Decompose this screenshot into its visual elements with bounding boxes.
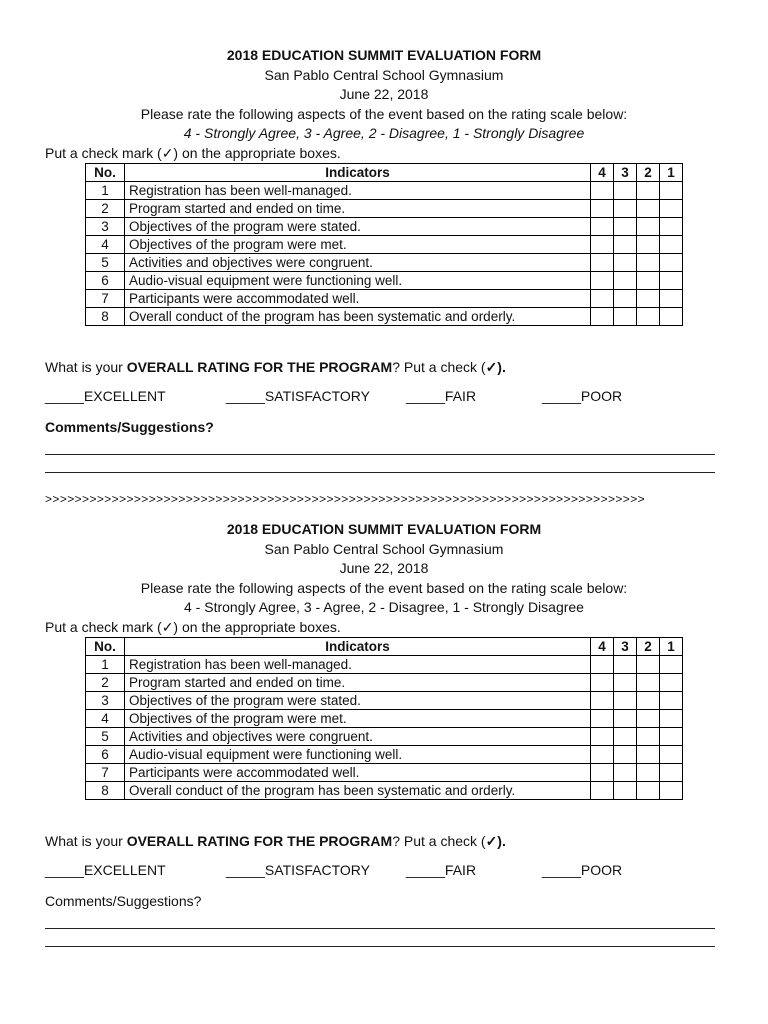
rating-cell-3[interactable] [614, 764, 637, 782]
indicator-text: Objectives of the program were met. [125, 236, 591, 254]
table-row [86, 674, 683, 692]
overall-rating-question [0, 358, 768, 377]
venue: San Pablo Central School Gymnasium [264, 540, 504, 557]
row-number: 4 [86, 236, 125, 254]
rating-cell-2[interactable] [637, 182, 660, 200]
rating-cell-2[interactable] [637, 308, 660, 326]
rating-cell-4[interactable] [591, 308, 614, 326]
rating-table [85, 637, 683, 800]
rating-cell-1[interactable] [660, 218, 683, 236]
rating-scale: 4 - Strongly Agree, 3 - Agree, 2 - Disagree, 1 - Strongly Disagree [183, 125, 585, 141]
table-row [86, 272, 683, 290]
question-suffix: ? Put a check ( [392, 359, 486, 375]
col-header-2: 2 [637, 638, 660, 656]
rating-cell-2[interactable] [637, 200, 660, 218]
option-satisfactory[interactable]: _____SATISFACTORY [226, 388, 370, 404]
rating-cell-1[interactable] [660, 674, 683, 692]
overall-rating-question [0, 832, 768, 851]
option-fair[interactable]: _____FAIR [406, 388, 477, 404]
indicator-text: Overall conduct of the program has been systematic and orderly. [125, 782, 591, 800]
rating-cell-2[interactable] [637, 290, 660, 308]
rating-cell-4[interactable] [591, 656, 614, 674]
rating-cell-2[interactable] [637, 656, 660, 674]
rating-cell-4[interactable] [591, 764, 614, 782]
option-poor[interactable]: _____POOR [542, 862, 623, 878]
rating-cell-3[interactable] [614, 200, 637, 218]
rating-table [85, 163, 683, 326]
table-row [86, 254, 683, 272]
row-number: 3 [86, 692, 125, 710]
check-instruction: Put a check mark (✓) on the appropriate boxes. [45, 618, 341, 635]
question-emphasis: OVERALL RATING FOR THE PROGRAM [126, 359, 393, 375]
comment-line[interactable] [45, 911, 715, 929]
row-number: 8 [86, 782, 125, 800]
col-header-4: 4 [591, 164, 614, 182]
indicator-text: Activities and objectives were congruent. [125, 254, 591, 272]
col-header-1: 1 [660, 164, 683, 182]
rating-cell-1[interactable] [660, 236, 683, 254]
table-row [86, 290, 683, 308]
rating-cell-4[interactable] [591, 692, 614, 710]
col-header-2: 2 [637, 164, 660, 182]
form-title: 2018 EDUCATION SUMMIT EVALUATION FORM [226, 47, 542, 63]
row-number: 6 [86, 746, 125, 764]
indicator-text: Participants were accommodated well. [125, 764, 591, 782]
rating-cell-4[interactable] [591, 200, 614, 218]
rating-cell-2[interactable] [637, 272, 660, 290]
rating-cell-2[interactable] [637, 728, 660, 746]
comments-label: Comments/Suggestions? [45, 893, 202, 909]
rating-cell-3[interactable] [614, 308, 637, 326]
rating-cell-3[interactable] [614, 656, 637, 674]
table-row [86, 218, 683, 236]
table-row [86, 656, 683, 674]
question-emphasis: OVERALL RATING FOR THE PROGRAM [126, 833, 393, 849]
row-number: 2 [86, 674, 125, 692]
overall-rating-options [0, 862, 768, 884]
row-number: 2 [86, 200, 125, 218]
table-row [86, 746, 683, 764]
row-number: 1 [86, 182, 125, 200]
table-row [86, 182, 683, 200]
indicator-text: Overall conduct of the program has been systematic and orderly. [125, 308, 591, 326]
rating-cell-4[interactable] [591, 254, 614, 272]
col-header-no: No. [86, 164, 125, 182]
rating-cell-3[interactable] [614, 272, 637, 290]
option-poor[interactable]: _____POOR [542, 388, 623, 404]
row-number: 7 [86, 764, 125, 782]
rating-cell-2[interactable] [637, 674, 660, 692]
indicator-text: Participants were accommodated well. [125, 290, 591, 308]
table-row [86, 728, 683, 746]
evaluation-form-1 [0, 46, 768, 473]
rating-cell-4[interactable] [591, 218, 614, 236]
question-prefix: What is your [45, 833, 127, 849]
col-header-indicators: Indicators [125, 638, 591, 656]
rating-cell-4[interactable] [591, 782, 614, 800]
rate-instruction: Please rate the following aspects of the event based on the rating scale below: [140, 105, 628, 122]
rating-cell-2[interactable] [637, 692, 660, 710]
rating-cell-4[interactable] [591, 728, 614, 746]
indicator-text: Activities and objectives were congruent. [125, 728, 591, 746]
row-number: 3 [86, 218, 125, 236]
rating-cell-1[interactable] [660, 746, 683, 764]
rating-cell-1[interactable] [660, 254, 683, 272]
rating-cell-2[interactable] [637, 218, 660, 236]
rating-cell-4[interactable] [591, 710, 614, 728]
rating-cell-1[interactable] [660, 692, 683, 710]
table-row [86, 782, 683, 800]
event-date: June 22, 2018 [339, 86, 429, 102]
rating-cell-1[interactable] [660, 290, 683, 308]
table-row [86, 200, 683, 218]
rating-cell-3[interactable] [614, 782, 637, 800]
row-number: 5 [86, 728, 125, 746]
row-number: 4 [86, 710, 125, 728]
rating-cell-2[interactable] [637, 254, 660, 272]
comments-label: Comments/Suggestions? [45, 419, 214, 435]
comment-line[interactable] [45, 929, 715, 947]
table-row [86, 308, 683, 326]
check-mark-icon: ✓). [485, 359, 506, 375]
form-title: 2018 EDUCATION SUMMIT EVALUATION FORM [226, 521, 542, 537]
evaluation-form-2 [0, 520, 768, 947]
table-row [86, 236, 683, 254]
rating-cell-4[interactable] [591, 272, 614, 290]
table-row [86, 692, 683, 710]
rating-cell-3[interactable] [614, 692, 637, 710]
comment-line[interactable] [45, 455, 715, 473]
rating-cell-3[interactable] [614, 290, 637, 308]
check-instruction: Put a check mark (✓) on the appropriate boxes. [45, 144, 341, 161]
indicator-text: Audio-visual equipment were functioning well. [125, 746, 591, 764]
indicator-text: Program started and ended on time. [125, 674, 591, 692]
rating-cell-3[interactable] [614, 674, 637, 692]
table-header-row [86, 164, 683, 182]
table-header-row [86, 638, 683, 656]
rating-cell-1[interactable] [660, 782, 683, 800]
indicator-text: Program started and ended on time. [125, 200, 591, 218]
row-number: 7 [86, 290, 125, 308]
col-header-no: No. [86, 638, 125, 656]
rating-scale: 4 - Strongly Agree, 3 - Agree, 2 - Disagree, 1 - Strongly Disagree [184, 599, 584, 615]
col-header-4: 4 [591, 638, 614, 656]
indicator-text: Objectives of the program were met. [125, 710, 591, 728]
indicator-text: Registration has been well-managed. [125, 656, 591, 674]
rating-cell-3[interactable] [614, 254, 637, 272]
indicator-text: Objectives of the program were stated. [125, 218, 591, 236]
rating-cell-4[interactable] [591, 182, 614, 200]
col-header-1: 1 [660, 638, 683, 656]
indicator-text: Registration has been well-managed. [125, 182, 591, 200]
question-prefix: What is your [45, 359, 127, 375]
table-row [86, 764, 683, 782]
rating-cell-4[interactable] [591, 674, 614, 692]
indicator-text: Objectives of the program were stated. [125, 692, 591, 710]
rating-cell-2[interactable] [637, 236, 660, 254]
question-suffix: ? Put a check ( [392, 833, 486, 849]
rating-cell-2[interactable] [637, 710, 660, 728]
rating-cell-1[interactable] [660, 728, 683, 746]
rating-cell-1[interactable] [660, 764, 683, 782]
rating-cell-1[interactable] [660, 182, 683, 200]
rating-cell-1[interactable] [660, 272, 683, 290]
rating-cell-4[interactable] [591, 290, 614, 308]
row-number: 5 [86, 254, 125, 272]
rating-cell-1[interactable] [660, 308, 683, 326]
col-header-indicators: Indicators [125, 164, 591, 182]
rating-cell-3[interactable] [614, 182, 637, 200]
rating-cell-2[interactable] [637, 764, 660, 782]
venue: San Pablo Central School Gymnasium [264, 66, 504, 83]
rating-cell-1[interactable] [660, 656, 683, 674]
overall-rating-options [0, 388, 768, 410]
rating-cell-1[interactable] [660, 710, 683, 728]
row-number: 1 [86, 656, 125, 674]
check-mark-icon: ✓). [485, 833, 506, 849]
rating-cell-3[interactable] [614, 746, 637, 764]
rating-cell-3[interactable] [614, 710, 637, 728]
rating-cell-2[interactable] [637, 746, 660, 764]
indicator-text: Audio-visual equipment were functioning well. [125, 272, 591, 290]
comment-line[interactable] [45, 437, 715, 455]
rating-cell-1[interactable] [660, 200, 683, 218]
rating-cell-3[interactable] [614, 728, 637, 746]
event-date: June 22, 2018 [339, 560, 429, 576]
option-excellent[interactable]: _____EXCELLENT [45, 862, 166, 878]
col-header-3: 3 [614, 638, 637, 656]
option-satisfactory[interactable]: _____SATISFACTORY [226, 862, 370, 878]
option-fair[interactable]: _____FAIR [406, 862, 477, 878]
table-row [86, 710, 683, 728]
row-number: 8 [86, 308, 125, 326]
rating-cell-3[interactable] [614, 218, 637, 236]
rating-cell-4[interactable] [591, 746, 614, 764]
rating-cell-3[interactable] [614, 236, 637, 254]
cut-divider: >>>>>>>>>>>>>>>>>>>>>>>>>>>>>>>>>>>>>>>>>>>>>>>>>>>>>>>>>>>>>>>>>>>>>>>>>>>>>>>>> [45, 492, 646, 506]
rating-cell-2[interactable] [637, 782, 660, 800]
option-excellent[interactable]: _____EXCELLENT [45, 388, 166, 404]
rate-instruction: Please rate the following aspects of the event based on the rating scale below: [140, 579, 628, 596]
rating-cell-4[interactable] [591, 236, 614, 254]
row-number: 6 [86, 272, 125, 290]
col-header-3: 3 [614, 164, 637, 182]
